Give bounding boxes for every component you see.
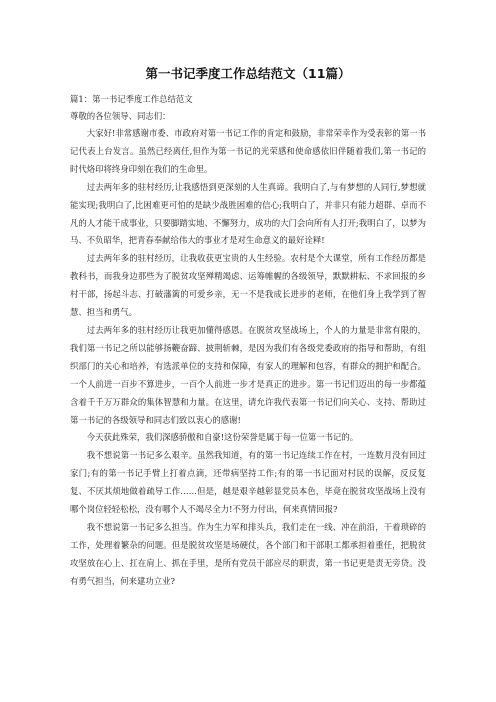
document-title: 第一书记季度工作总结范文（11篇）: [145, 66, 351, 81]
paragraph-6: 我不想说第一书记多么艰辛。虽然我知道，有的第一书记连续工作在村，一连数月没有回过家门;有的第一书记手臂上打着点滴，还带病坚持工作;有的第一书记面对村民的误解，反反复复、不厌其烦地做着疏导工作……但是，越是艰辛越彰显党员本色，毕竟在脱贫攻坚战场上没有哪个岗位轻轻松松，没有哪个人不竭尽全力!不努力付出，何来真情回报?: [70, 450, 426, 515]
paragraph-3: 过去两年多的驻村经历，让我收获更宝贵的人生经验。农村是个大课堂，所有工作经历都是教科书，而我身边那些为了脱贫攻坚殚精竭虑、运筹帷幄的各级领导，默默耕耘、不求回报的乡村干部，扬起斗志、打破藩篱的可爱乡亲，无一不是我成长进步的老师，在他们身上我学到了智慧、担当和勇气。: [70, 253, 426, 318]
paragraph-1: 大家好!非常感谢市委、市政府对第一书记工作的肯定和鼓励，非常荣幸作为受表彰的第一书记代表上台发言。虽然已经离任,但作为第一书记的光荣感和使命感依旧伴随着我们,第一书记的时代烙印将终身印刻在我们的生命里。: [70, 128, 426, 174]
paragraph-4: 过去两年多的驻村经历让我更加懂得感恩。在脱贫攻坚战场上，个人的力量是非常有限的，我们第一书记之所以能够扬鞭奋蹄、披荆斩棘，是因为我们有各级党委政府的指导和帮助，有组织部门的关心和培养，有选派单位的支持和保障，有家人的理解和包容，有群众的拥护和配合。一个人前进一百步不算进步，一百个人前进一步才是真正的进步。第一书记们迈出的每一步都蕴含着千千万万群众的集体智慧和力量。在这里，请允许我代表第一书记们向关心、支持、帮助过第一书记的各级领导和同志们致以衷心的感谢!: [70, 324, 426, 425]
salutation: 尊敬的各位领导、同志们：: [70, 111, 171, 121]
paragraph-2: 过去两年多的驻村经历,让我感悟到更深刻的人生真谛。我明白了,与有梦想的人同行,梦想就能实现;我明白了,比困难更可怕的是缺少战胜困难的信心;我明白了，并非只有能力超群、卓而不凡的人才能干成事业，只要脚踏实地、不懈努力，成功的大门会向所有人打开;我明白了，以梦为马、不负昭华，把青春奉献给伟大的事业才是对生命意义的最好诠释!: [70, 181, 426, 246]
section-heading: 篇1：第一书记季度工作总结范文: [70, 94, 193, 104]
paragraph-5: 今天获此殊荣，我们深感骄傲和自豪!这份荣誉是属于每一位第一书记的。: [86, 432, 359, 443]
paragraph-7: 我不想说第一书记多么担当。作为生力军和排头兵，我们走在一线、冲在前沿，干着琐碎的工作，处理着繁杂的问题。但是脱贫攻坚是场硬仗，各个部门和干部职工都承担着重任，把脱贫攻坚放在心上、扛在肩上、抓在手里，是所有党员干部应尽的职责，第一书记更是责无旁贷。没有勇气担当，何来建功立业?: [70, 521, 426, 586]
